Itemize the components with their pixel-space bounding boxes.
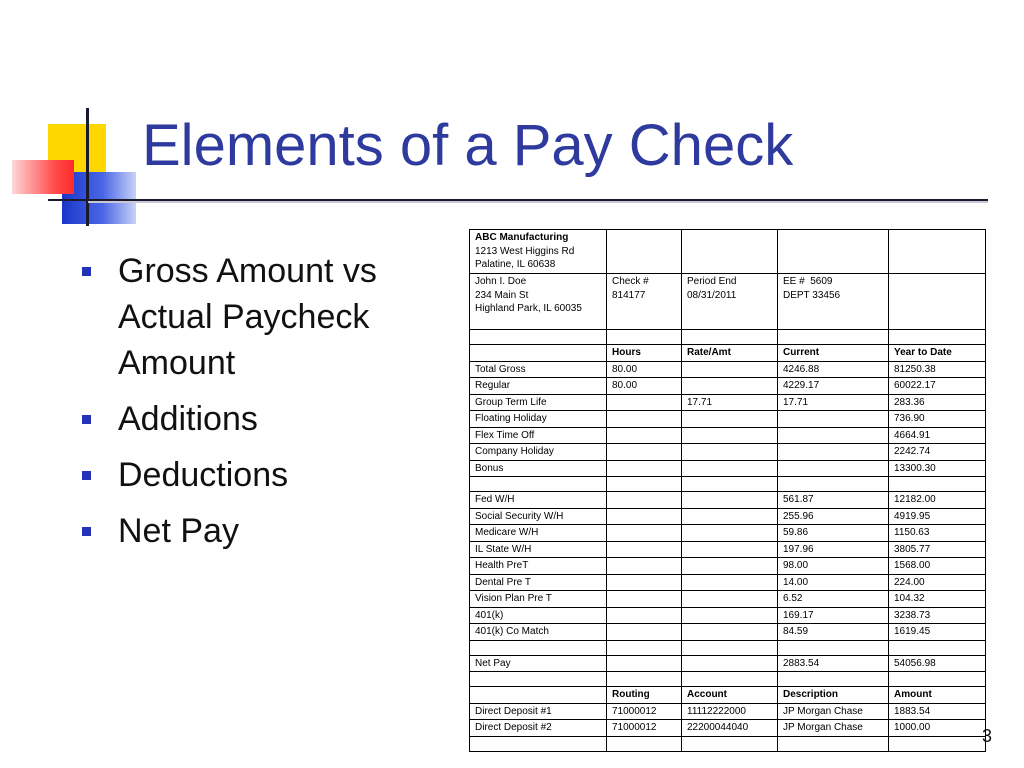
earnings-row-cell xyxy=(778,427,889,444)
page-number: 3 xyxy=(981,726,992,746)
deduction-row-cell xyxy=(682,591,778,608)
deduction-row-cell xyxy=(682,541,778,558)
earnings-row xyxy=(470,411,986,428)
square-bullet-icon xyxy=(82,527,91,536)
deduction-row xyxy=(470,624,986,641)
deposit-header-row-cell: Description xyxy=(778,687,889,704)
period-end-label: Period End xyxy=(687,276,737,287)
decorative-vertical-line xyxy=(86,108,89,226)
deposit-header-row-cell: Account xyxy=(682,687,778,704)
deduction-row-cell: 224.00 xyxy=(889,574,986,591)
earnings-row-cell xyxy=(682,460,778,477)
net-pay-row xyxy=(470,655,986,672)
deduction-row xyxy=(470,574,986,591)
company-row xyxy=(470,230,986,274)
deduction-row-cell: 1568.00 xyxy=(889,558,986,575)
earnings-row-cell: 17.71 xyxy=(778,394,889,411)
deduction-row-cell: Health PreT xyxy=(470,558,607,575)
deduction-row-cell: 14.00 xyxy=(778,574,889,591)
earnings-row xyxy=(470,460,986,477)
deposit-header-row-cell: Routing xyxy=(607,687,682,704)
earnings-row-cell: Company Holiday xyxy=(470,444,607,461)
deduction-row-cell xyxy=(607,574,682,591)
earnings-row-cell: 736.90 xyxy=(889,411,986,428)
earnings-row-cell xyxy=(607,411,682,428)
deduction-row-cell: Social Security W/H xyxy=(470,508,607,525)
deposit-header-row-cell xyxy=(470,687,607,704)
deduction-row-cell: 3805.77 xyxy=(889,541,986,558)
blank-row xyxy=(470,672,986,687)
employee-address1: 234 Main St xyxy=(475,289,529,301)
deduction-row-cell: 84.59 xyxy=(778,624,889,641)
earnings-row-cell: Flex Time Off xyxy=(470,427,607,444)
deduction-row-cell: Medicare W/H xyxy=(470,525,607,542)
deduction-row-cell: 169.17 xyxy=(778,607,889,624)
deduction-row-cell: 1150.63 xyxy=(889,525,986,542)
deduction-row-cell: 197.96 xyxy=(778,541,889,558)
deduction-row-cell: Dental Pre T xyxy=(470,574,607,591)
employee-row xyxy=(470,274,986,330)
earnings-row-cell xyxy=(607,460,682,477)
earnings-header-row-cell: Year to Date xyxy=(889,345,986,362)
deposit-row-cell: 1000.00 xyxy=(889,720,986,737)
deduction-row-cell xyxy=(607,558,682,575)
deduction-row-cell xyxy=(682,492,778,509)
earnings-row-cell xyxy=(682,444,778,461)
blank-row xyxy=(470,330,986,345)
deposit-header-row-cell: Amount xyxy=(889,687,986,704)
deduction-row-cell xyxy=(682,525,778,542)
deposit-row-cell: Direct Deposit #2 xyxy=(470,720,607,737)
deduction-row-cell: 255.96 xyxy=(778,508,889,525)
check-number: 814177 xyxy=(612,289,646,301)
bullet-item xyxy=(82,248,442,386)
net-pay-row-cell xyxy=(607,655,682,672)
earnings-row-cell: 4229.17 xyxy=(778,378,889,395)
earnings-header-row xyxy=(470,345,986,362)
earnings-row-cell: 17.71 xyxy=(682,394,778,411)
square-bullet-icon xyxy=(82,471,91,480)
deduction-row xyxy=(470,607,986,624)
earnings-row-cell: Bonus xyxy=(470,460,607,477)
square-bullet-icon xyxy=(82,415,91,424)
deduction-row-cell xyxy=(682,508,778,525)
deposit-row-cell: 11112222000 xyxy=(682,703,778,720)
deduction-row-cell xyxy=(682,624,778,641)
earnings-row-cell xyxy=(607,444,682,461)
deposit-row-cell: 1883.54 xyxy=(889,703,986,720)
decorative-red-square xyxy=(12,160,74,194)
deduction-row xyxy=(470,525,986,542)
earnings-row-cell xyxy=(607,394,682,411)
employee-id-cell xyxy=(778,274,889,330)
deposit-row xyxy=(470,720,986,737)
earnings-row-cell: 13300.30 xyxy=(889,460,986,477)
earnings-row-cell xyxy=(607,427,682,444)
bullet-text: Additions xyxy=(118,400,258,438)
bullet-text: Gross Amount vs Actual Paycheck Amount xyxy=(118,252,377,382)
earnings-row-cell xyxy=(682,427,778,444)
department: DEPT 33456 xyxy=(783,289,841,301)
blank-row xyxy=(470,477,986,492)
net-pay-row-cell: Net Pay xyxy=(470,655,607,672)
company-address2: Palatine, IL 60638 xyxy=(475,259,556,270)
deduction-row-cell xyxy=(682,607,778,624)
company-cell xyxy=(470,230,607,274)
deduction-row xyxy=(470,591,986,608)
earnings-row xyxy=(470,378,986,395)
net-pay-row-cell: 2883.54 xyxy=(778,655,889,672)
earnings-header-row-cell xyxy=(470,345,607,362)
earnings-row xyxy=(470,361,986,378)
bullet-item xyxy=(82,396,442,442)
employee-name: John I. Doe xyxy=(475,276,527,287)
earnings-row-cell xyxy=(682,361,778,378)
earnings-header-row-cell: Rate/Amt xyxy=(682,345,778,362)
bullet-item xyxy=(82,508,442,554)
check-number-cell xyxy=(607,274,682,330)
deduction-row-cell: 401(k) xyxy=(470,607,607,624)
square-bullet-icon xyxy=(82,267,91,276)
net-pay-row-cell xyxy=(682,655,778,672)
deduction-row-cell: 59.86 xyxy=(778,525,889,542)
deduction-row-cell: 4919.95 xyxy=(889,508,986,525)
earnings-row-cell: 4664.91 xyxy=(889,427,986,444)
deduction-row-cell xyxy=(607,508,682,525)
earnings-header-row-cell: Hours xyxy=(607,345,682,362)
earnings-row xyxy=(470,427,986,444)
deposit-row-cell: JP Morgan Chase xyxy=(778,720,889,737)
blank-row xyxy=(470,640,986,655)
deduction-row-cell xyxy=(607,492,682,509)
deduction-row-cell xyxy=(682,558,778,575)
earnings-row-cell: 81250.38 xyxy=(889,361,986,378)
deduction-row-cell: 1619.45 xyxy=(889,624,986,641)
deduction-row xyxy=(470,541,986,558)
deduction-row-cell: 6.52 xyxy=(778,591,889,608)
deduction-row-cell xyxy=(682,574,778,591)
slide-title: Elements of a Pay Check xyxy=(142,113,794,178)
deduction-row xyxy=(470,558,986,575)
deposit-row-cell: 71000012 xyxy=(607,720,682,737)
period-end-cell xyxy=(682,274,778,330)
deduction-row-cell: 98.00 xyxy=(778,558,889,575)
check-number-label: Check # xyxy=(612,276,649,287)
deduction-row-cell xyxy=(607,525,682,542)
employee-address2: Highland Park, IL 60035 xyxy=(475,303,582,314)
bullet-item xyxy=(82,452,442,498)
earnings-row-cell xyxy=(682,378,778,395)
deduction-row-cell xyxy=(607,607,682,624)
deposit-row-cell: Direct Deposit #1 xyxy=(470,703,607,720)
deduction-row-cell: Fed W/H xyxy=(470,492,607,509)
deposit-row xyxy=(470,703,986,720)
deposit-row-cell: JP Morgan Chase xyxy=(778,703,889,720)
bullet-text: Net Pay xyxy=(118,512,239,550)
earnings-row-cell: Regular xyxy=(470,378,607,395)
pay-stub-table xyxy=(469,229,986,752)
company-name: ABC Manufacturing xyxy=(475,232,569,243)
earnings-row-cell: 80.00 xyxy=(607,378,682,395)
title-underline-shadow xyxy=(88,201,988,203)
earnings-header-row-cell: Current xyxy=(778,345,889,362)
earnings-row-cell: 4246.88 xyxy=(778,361,889,378)
earnings-row-cell: Floating Holiday xyxy=(470,411,607,428)
earnings-row-cell: 283.36 xyxy=(889,394,986,411)
deduction-row-cell: 561.87 xyxy=(778,492,889,509)
earnings-row-cell xyxy=(682,411,778,428)
deduction-row xyxy=(470,508,986,525)
deduction-row-cell: 104.32 xyxy=(889,591,986,608)
earnings-row xyxy=(470,444,986,461)
blank-row xyxy=(470,736,986,751)
net-pay-row-cell: 54056.98 xyxy=(889,655,986,672)
deduction-row-cell xyxy=(607,624,682,641)
deposit-row-cell: 22200044040 xyxy=(682,720,778,737)
bullet-list xyxy=(82,248,442,564)
deposit-header-row xyxy=(470,687,986,704)
deduction-row-cell xyxy=(607,541,682,558)
employee-number: EE # 5609 xyxy=(783,276,833,287)
earnings-row-cell: Group Term Life xyxy=(470,394,607,411)
earnings-row-cell xyxy=(778,460,889,477)
earnings-row-cell xyxy=(778,444,889,461)
company-address1: 1213 West Higgins Rd xyxy=(475,245,575,257)
employee-cell xyxy=(470,274,607,330)
deposit-row-cell: 71000012 xyxy=(607,703,682,720)
earnings-row-cell: Total Gross xyxy=(470,361,607,378)
deduction-row xyxy=(470,492,986,509)
bullet-text: Deductions xyxy=(118,456,289,494)
earnings-row-cell: 2242.74 xyxy=(889,444,986,461)
deduction-row-cell xyxy=(607,591,682,608)
period-end-date: 08/31/2011 xyxy=(687,289,737,301)
earnings-row-cell: 80.00 xyxy=(607,361,682,378)
earnings-row-cell xyxy=(778,411,889,428)
deduction-row-cell: 12182.00 xyxy=(889,492,986,509)
deduction-row-cell: Vision Plan Pre T xyxy=(470,591,607,608)
earnings-row-cell: 60022.17 xyxy=(889,378,986,395)
deduction-row-cell: IL State W/H xyxy=(470,541,607,558)
deduction-row-cell: 3238.73 xyxy=(889,607,986,624)
deduction-row-cell: 401(k) Co Match xyxy=(470,624,607,641)
earnings-row xyxy=(470,394,986,411)
